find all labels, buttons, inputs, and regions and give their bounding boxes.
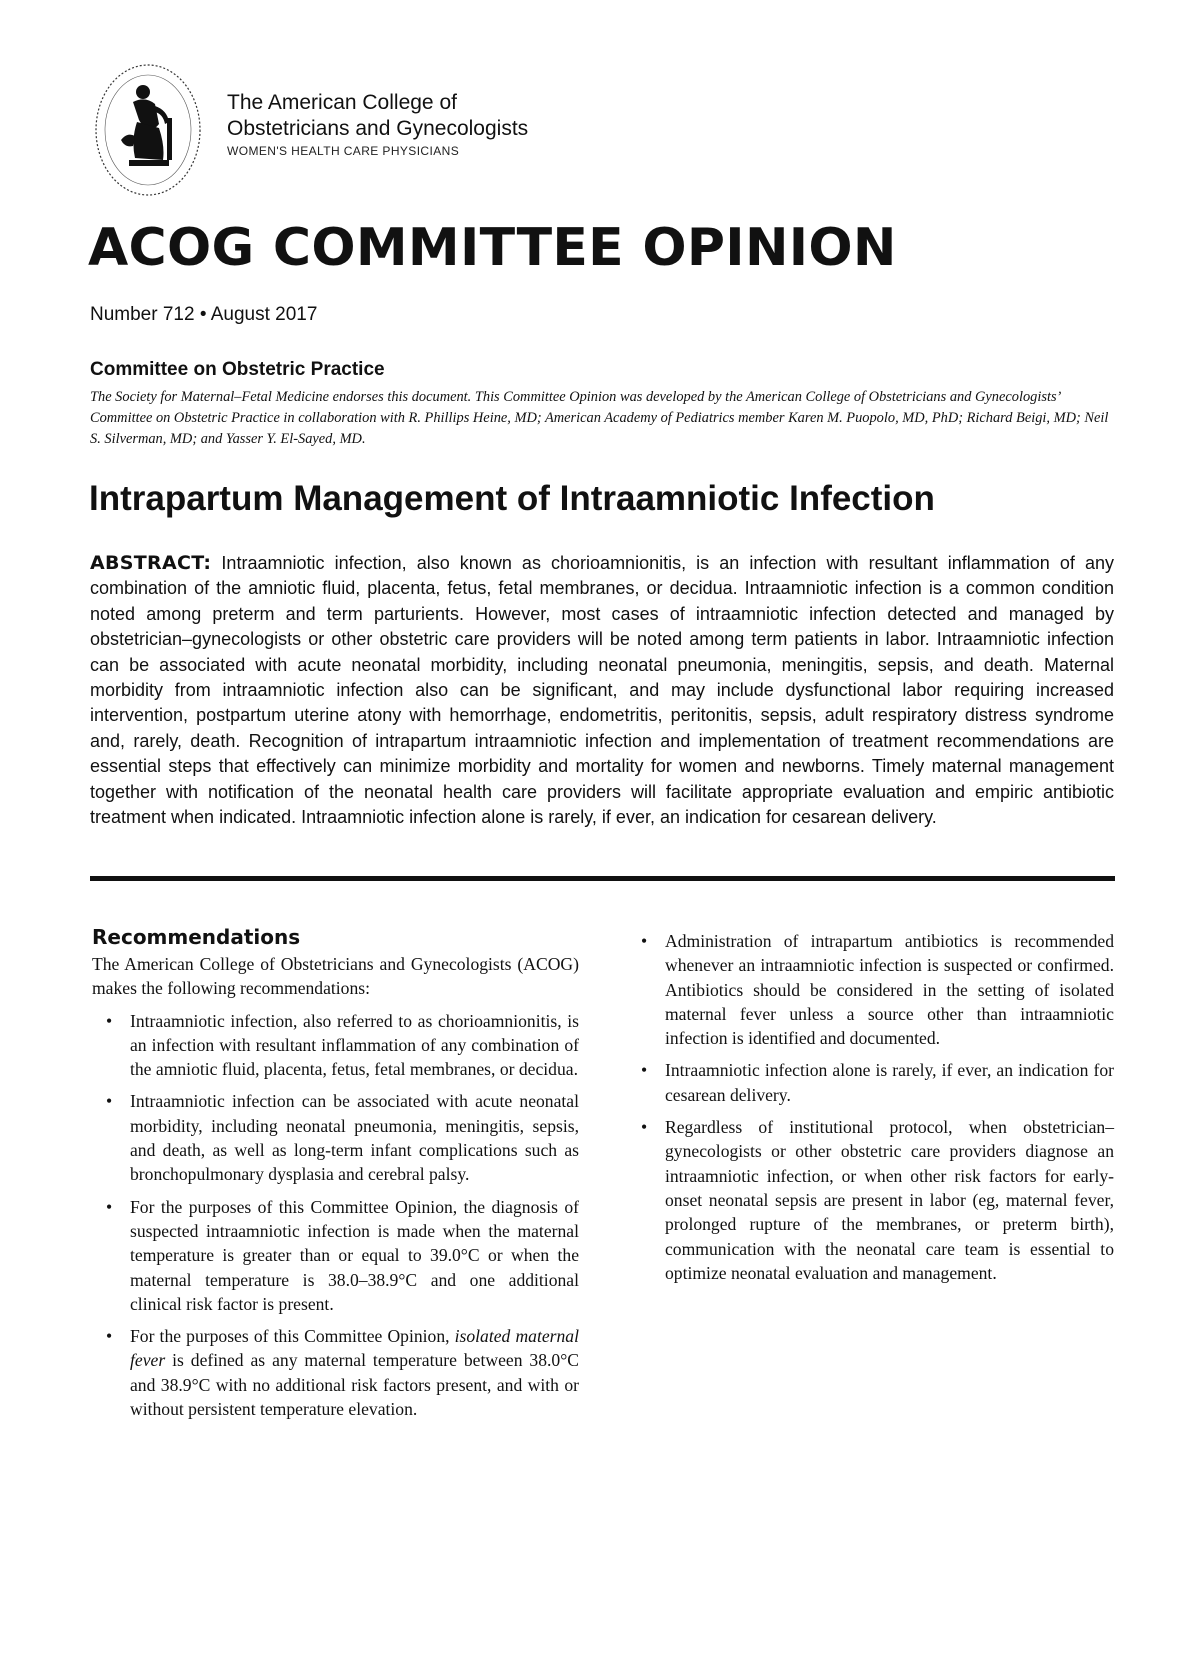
bullet-icon: • (641, 931, 648, 951)
bullet-icon: • (641, 1117, 648, 1138)
endorsement-text: The Society for Maternal–Fetal Medicine endorses this document. This Committee Opinion was developed by the American College of Obstetricians and Gynecologists’ Committee on Obstetric Practice in collaboration with R. Phillips Heine, MD; American Academy of Pediatrics member Karen M. Puopolo, MD, PhD; Richard Beigi, MD; Neil S. Silverman, MD; and Yasser Y. El-Sayed, MD. (90, 389, 1109, 447)
acog-seal-icon (93, 62, 203, 198)
recommendations-list (92, 1009, 579, 1422)
bullet-icon: • (106, 1196, 113, 1217)
committee-name: Committee on Obstetric Practice (90, 359, 385, 380)
list-item (92, 1009, 579, 1082)
list-item (92, 1089, 579, 1186)
list-item-text: Intraamniotic infection can be associated with acute neonatal morbidity, including neonatal pneumonia, meningitis, sepsis, and death, as well as long-term infant complications such as bronchopulmonary dysplasia and cerebral palsy. (130, 1091, 579, 1185)
list-item (627, 929, 1114, 1050)
list-item (92, 1195, 579, 1316)
recommendations-intro: The American College of Obstetricians and Gynecologists (ACOG) makes the following recommendations: (92, 954, 579, 999)
abstract-text: Intraamniotic infection, also known as chorioamnionitis, is an infection with resultant inflammation of any combination of the amniotic fluid, placenta, fetus, fetal membranes, or decidua. Intraamniotic infection is a common condition noted among preterm and term parturients. However, most cases of intraamniotic infection detected and managed by obstetrician–gynecologists or other obstetric care providers will be noted among term patients in labor. Intraamniotic infection can be associated with acute neonatal morbidity, including neonatal pneumonia, meningitis, sepsis, and death. Maternal morbidity from intraamniotic infection also can be significant, and may include dysfunctional labor requiring increased intervention, postpartum uterine atony with hemorrhage, endometritis, peritonitis, sepsis, adult respiratory distress syndrome and, rarely, death. Recognition of intrapartum intraamniotic infection and implementation of treatment recommendations are essential steps that effectively can minimize morbidity and mortality for women and newborns. Timely maternal management together with notification of the neonatal health care providers will facilitate appropriate evaluation and empiric antibiotic treatment when indicated. Intraamniotic infection alone is rarely, if ever, an indication for cesarean delivery. (90, 553, 1114, 828)
defined-term: isolated maternal fever (130, 1326, 579, 1371)
left-column (92, 924, 579, 1429)
right-column (627, 929, 1114, 1293)
org-name-line1: The American College of (227, 91, 457, 114)
list-item-text-prefix: For the purposes of this Committee Opinion, (130, 1326, 455, 1347)
abstract-label: ABSTRACT: (90, 552, 212, 574)
list-item (627, 1115, 1114, 1285)
bullet-icon: • (106, 1010, 113, 1031)
abstract (90, 551, 1114, 830)
list-item-text: Regardless of institutional protocol, when obstetrician–gynecologists or other obstetric care providers diagnose an intraamniotic infection, or when other risk factors for early-onset neonatal sepsis are present in labor (eg, maternal fever, prolonged rupture of the membranes, or preterm birth), communication with the neonatal care team is essential to optimize neonatal evaluation and management. (665, 1117, 1114, 1283)
article-title: Intrapartum Management of Intraamniotic Infection (89, 479, 935, 518)
section-divider (90, 876, 1115, 881)
org-block (227, 90, 528, 158)
number-date: Number 712 • August 2017 (90, 304, 318, 325)
bullet-icon: • (106, 1091, 113, 1112)
recommendations-heading: Recommendations (92, 925, 301, 949)
header (93, 62, 693, 202)
list-item-text: Intraamniotic infection, also referred to as chorioamnionitis, is an infection with resultant inflammation of any combination of the amniotic fluid, placenta, fetus, fetal membranes, or decidua. (130, 1010, 579, 1080)
org-tagline: WOMEN'S HEALTH CARE PHYSICIANS (227, 144, 460, 158)
list-item (92, 1324, 579, 1421)
bullet-icon: • (106, 1326, 113, 1347)
list-item-text: Intraamniotic infection alone is rarely, if ever, an indication for cesarean delivery. (665, 1060, 1114, 1105)
list-item-text: For the purposes of this Committee Opinion, the diagnosis of suspected intraamniotic infection is made when the maternal temperature is greater than or equal to 39.0°C or when the maternal temperature is 38.0–38.9°C and one additional clinical risk factor is present. (130, 1196, 579, 1314)
list-item-text: Administration of intrapartum antibiotics is recommended whenever an intraamniotic infection is suspected or confirmed. Antibiotics should be considered in the setting of isolated maternal fever unless a source other than intraamniotic infection is identified and documented. (665, 931, 1114, 1049)
series-title: ACOG COMMITTEE OPINION (88, 218, 897, 278)
recommendations-list-continued (627, 929, 1114, 1285)
org-name-line2: Obstetricians and Gynecologists (227, 117, 529, 140)
list-item-text-suffix: is defined as any maternal temperature between 38.0°C and 38.9°C with no additional risk factors present, and with or without persistent temperature elevation. (130, 1350, 579, 1420)
list-item (627, 1058, 1114, 1107)
bullet-icon: • (641, 1060, 648, 1081)
